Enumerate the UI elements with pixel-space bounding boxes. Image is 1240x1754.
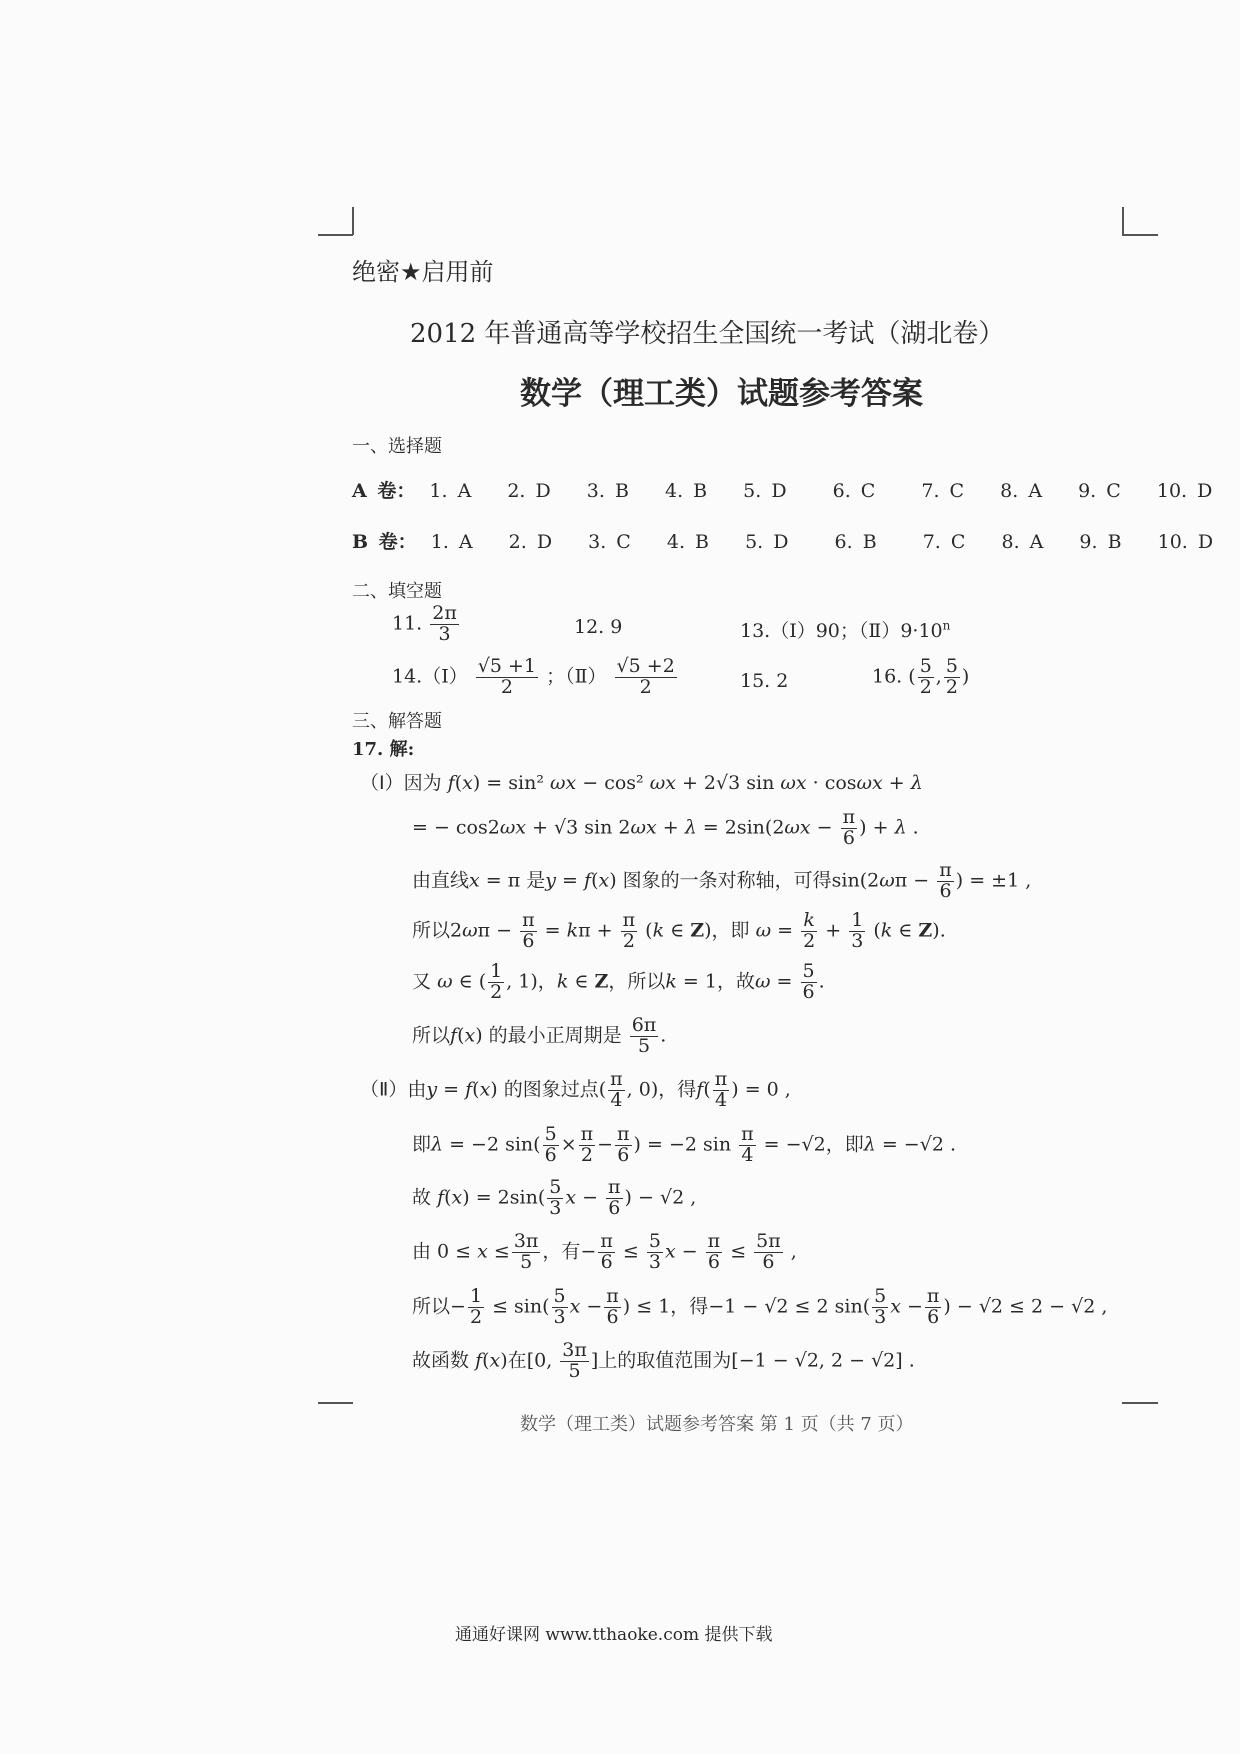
fill-q15: 15. 2 — [740, 670, 789, 692]
q17-line-6-text: 所以 — [412, 1024, 451, 1047]
answer-a-7: 7. C — [921, 480, 965, 502]
frac-5-3-a: $\frac{5}{3}$ — [549, 1176, 562, 1219]
q11-denominator: 3 — [438, 622, 451, 645]
q17-line-11-text-b: ，得 — [670, 1295, 709, 1318]
answer-b-7: 7. C — [922, 531, 966, 553]
crop-mark-top-left-h — [318, 234, 353, 236]
answer-a-3: 3. B — [586, 480, 629, 502]
frac-pi-6-d: $\frac{\pi}{6}$ — [617, 1123, 630, 1166]
q17-line-12: 故函数 f(x)在[0, $\frac{3\pi}{5}$ ]上的取值范围为[−1 − √2, 2 − √2] . — [412, 1339, 915, 1382]
answer-a-2: 2. D — [507, 480, 551, 502]
crop-mark-top-left-v — [352, 207, 354, 235]
q17-line-7: （Ⅱ）由y = f(x) 的图象过点( $\frac{\pi}{4}$ , 0)，得f( $\frac{\pi}{4}$ ) = 0 , — [360, 1068, 791, 1111]
frac-pi-4-c: $\frac{\pi}{4}$ — [741, 1123, 754, 1166]
q17-line-4: 所以2ωπ − $\frac{\pi}{6}$ = kπ + $\frac{\pi}{2}$ (k ∈ Z)，即 ω = $\frac{k}{2}$ + $\frac{1}{3}$ (k ∈ Z). — [412, 909, 946, 952]
q11-number: 11. — [392, 612, 423, 635]
q17-line-3-text-b: 是 — [526, 869, 546, 892]
doc-subtitle: 数学（理工类）试题参考答案 — [520, 376, 923, 412]
q13-value: 9·10 — [900, 620, 943, 642]
answers-a-row — [352, 476, 1212, 503]
q17-line-5: 又 ω ∈ ( $\frac{1}{2}$ , 1)，k ∈ Z，所以k = 1，故ω = $\frac{5}{6}$ . — [412, 960, 825, 1003]
q16-numerator-2: 5 — [945, 655, 958, 677]
fill-q11 — [392, 604, 461, 645]
frac-1-2-b: $\frac{1}{2}$ — [469, 1285, 483, 1328]
crop-mark-top-right-h — [1122, 234, 1158, 236]
q17-line-5-text-c: ，故 — [716, 970, 755, 993]
answer-b-6: 6. B — [834, 531, 877, 553]
q13-exponent: n — [942, 618, 951, 633]
answer-a-5: 5. D — [743, 480, 787, 502]
answer-a-6: 6. C — [832, 480, 876, 502]
answer-a-9: 9. C — [1078, 480, 1121, 502]
q17-line-5-text-b: ，所以 — [608, 970, 666, 993]
page-footer: 数学（理工类）试题参考答案 第 1 页（共 7 页） — [520, 1414, 914, 1435]
q17-line-10-text: 由 — [412, 1240, 432, 1263]
q16-fraction-1 — [918, 657, 934, 698]
frac-5-6-b: $\frac{5}{6}$ — [544, 1123, 557, 1166]
section-solve-heading: 三、解答题 — [352, 711, 442, 732]
q14-fraction-2 — [615, 657, 677, 698]
section-fill-heading: 二、填空题 — [352, 581, 442, 602]
crop-mark-bottom-left — [318, 1402, 353, 1404]
frac-pi-4-a: $\frac{\pi}{4}$ — [610, 1068, 623, 1111]
q13-label: 13.（Ⅰ）90；（Ⅱ） — [740, 620, 901, 642]
source-footer: 通通好课网 www.tthaoke.com 提供下载 — [455, 1625, 773, 1645]
q17-line-9: 故 f(x) = 2sin( $\frac{5}{3}$ x − $\frac{\pi}{6}$ ) − √2 , — [412, 1176, 697, 1219]
answer-b-3: 3. C — [588, 531, 631, 553]
frac-5pi-6: $\frac{5\pi}{6}$ — [756, 1230, 781, 1273]
q17-line-1 — [360, 768, 923, 795]
frac-pi-6-c: $\frac{\pi}{6}$ — [522, 909, 535, 952]
answer-b-5: 5. D — [745, 531, 789, 553]
frac-5-3-c: $\frac{5}{3}$ — [553, 1285, 566, 1328]
fill-q13 — [740, 616, 950, 643]
q16-denominator-1: 2 — [919, 675, 932, 698]
q14-fraction-1 — [476, 657, 538, 698]
q17-heading: 17. 解: — [352, 739, 415, 760]
q17-line-9-text: 故 — [412, 1186, 432, 1209]
fill-q16: 16. ( $\frac{5}{2}$ , $\frac{5}{2}$ ) — [872, 655, 970, 698]
frac-6pi-5: $\frac{6\pi}{5}$ — [631, 1014, 657, 1057]
frac-pi-4-b: $\frac{\pi}{4}$ — [714, 1068, 728, 1111]
answer-b-9: 9. B — [1079, 531, 1122, 553]
frac-pi-6-b: $\frac{\pi}{6}$ — [939, 859, 952, 902]
q16-fraction-2 — [944, 657, 960, 698]
answer-b-8: 8. A — [1001, 531, 1044, 553]
section-choice-heading: 一、选择题 — [352, 436, 442, 457]
q17-line-4-text-b: ，即 — [711, 919, 750, 942]
q17-line-4-text: 所以 — [412, 919, 451, 942]
q14-mid: ；（Ⅱ） — [546, 665, 607, 688]
frac-3pi-5-a: $\frac{3\pi}{5}$ — [513, 1230, 539, 1273]
q16-label: 16. — [872, 665, 903, 688]
q17-line-1-text: （Ⅰ）因为 — [360, 772, 442, 794]
q17-line-6: 所以f(x) 的最小正周期是 $\frac{6\pi}{5}$ . — [412, 1014, 667, 1057]
exam-title: 2012 年普通高等学校招生全国统一考试（湖北卷） — [410, 319, 1005, 349]
q11-numerator: 2π — [432, 602, 457, 624]
frac-5-3-d: $\frac{5}{3}$ — [874, 1285, 887, 1328]
frac-pi-6-h: $\frac{\pi}{6}$ — [606, 1285, 619, 1328]
frac-pi-6-g: $\frac{\pi}{6}$ — [707, 1230, 721, 1273]
frac-5-3-b: $\frac{5}{3}$ — [648, 1230, 661, 1273]
frac-1-3: $\frac{1}{3}$ — [851, 909, 864, 952]
frac-pi-2-b: $\frac{\pi}{2}$ — [580, 1123, 594, 1166]
answers-a-label: A 卷： — [352, 480, 416, 502]
q14-denominator-1: 2 — [500, 675, 513, 698]
answer-a-10: 10. D — [1156, 480, 1213, 502]
q16-denominator-2: 2 — [945, 675, 958, 698]
q17-line-7-text-b: 的图象过点 — [503, 1078, 599, 1101]
fill-q12: 12. 9 — [574, 616, 623, 638]
frac-1-2-a: $\frac{1}{2}$ — [490, 960, 503, 1003]
q17-line-12-text: 故函数 — [412, 1349, 470, 1372]
answer-b-1: 1. A — [430, 531, 473, 553]
fill-q14 — [392, 657, 679, 698]
q14-label: 14.（Ⅰ） — [392, 665, 468, 688]
answer-b-2: 2. D — [508, 531, 553, 553]
crop-mark-bottom-right — [1122, 1402, 1158, 1404]
q17-line-12-text-b: 在 — [507, 1349, 527, 1372]
q17-line-10: 由 0 ≤ x ≤ $\frac{3\pi}{5}$ ，有− $\frac{\pi}{6}$ ≤ $\frac{5}{3}$ x − $\frac{\pi}{6}$ ≤ $\frac{5\pi}{6}$ , — [412, 1230, 797, 1273]
q17-line-12-text-c: 上的取值范围为 — [598, 1349, 732, 1372]
q17-line-2: = − cos2ωx + √3 sin 2ωx + λ = 2sin(2ωx − $\frac{\pi}{6}$ ) + λ . — [412, 806, 919, 849]
frac-3pi-5-b: $\frac{3\pi}{5}$ — [562, 1339, 587, 1382]
answer-a-1: 1. A — [429, 480, 472, 502]
frac-pi-6-e: $\frac{\pi}{6}$ — [608, 1176, 621, 1219]
q17-line-7-text-c: ，得 — [658, 1078, 697, 1101]
frac-k-2: $\frac{k}{2}$ — [803, 909, 816, 952]
frac-pi-6-a: $\frac{\pi}{6}$ — [842, 806, 856, 849]
q17-line-7-text: （Ⅱ）由 — [360, 1078, 427, 1101]
q17-line-1-expr: f(x) = sin² ωx − cos² ωx + 2√3 sin ωx · cosωx + λ — [447, 772, 923, 794]
q17-line-8-text-b: ，即 — [825, 1133, 864, 1156]
answers-b-row — [352, 527, 1213, 554]
crop-mark-top-right-v — [1122, 207, 1124, 235]
frac-pi-2-a: $\frac{\pi}{2}$ — [622, 909, 636, 952]
answer-b-10: 10. D — [1157, 531, 1214, 553]
answer-b-4: 4. B — [666, 531, 710, 553]
q16-numerator-1: 5 — [919, 655, 932, 677]
answers-b-label: B 卷： — [352, 531, 417, 553]
answer-a-8: 8. A — [1000, 480, 1043, 502]
secret-label: 绝密★启用前 — [352, 258, 494, 286]
q17-line-8-text: 即 — [412, 1133, 432, 1156]
q11-fraction — [430, 604, 459, 645]
frac-pi-6-i: $\frac{\pi}{6}$ — [926, 1285, 940, 1328]
q17-line-11: 所以− $\frac{1}{2}$ ≤ sin( $\frac{5}{3}$ x − $\frac{\pi}{6}$ ) ≤ 1，得−1 − √2 ≤ 2 sin( $\frac{5}{3}$ x − $\frac{\pi}{6}$ ) − √2 ≤ 2 − √2 , — [412, 1285, 1108, 1328]
frac-5-6-a: $\frac{5}{6}$ — [802, 960, 815, 1003]
q17-line-6-text-b: 的最小正周期是 — [488, 1024, 622, 1047]
q17-line-8: 即λ = −2 sin( $\frac{5}{6}$ × $\frac{\pi}{2}$ − $\frac{\pi}{6}$ ) = −2 sin $\frac{\pi}{4}$ = −√2，即λ = −√2 . — [412, 1123, 956, 1166]
q17-line-3-text-c: 图象的一条对称轴，可得 — [622, 869, 832, 892]
q17-line-10-text-b: ，有 — [542, 1240, 581, 1263]
q14-numerator-2: √5 +2 — [616, 655, 675, 677]
q17-line-3-text: 由直线 — [412, 869, 470, 892]
q14-numerator-1: √5 +1 — [477, 655, 537, 677]
q17-line-11-text: 所以 — [412, 1295, 451, 1318]
q14-denominator-2: 2 — [639, 675, 652, 698]
q17-line-3: 由直线x = π 是y = f(x) 图象的一条对称轴，可得sin(2ωπ − $\frac{\pi}{6}$ ) = ±1 , — [412, 859, 1032, 902]
frac-pi-6-f: $\frac{\pi}{6}$ — [600, 1230, 613, 1273]
answer-a-4: 4. B — [664, 480, 708, 502]
